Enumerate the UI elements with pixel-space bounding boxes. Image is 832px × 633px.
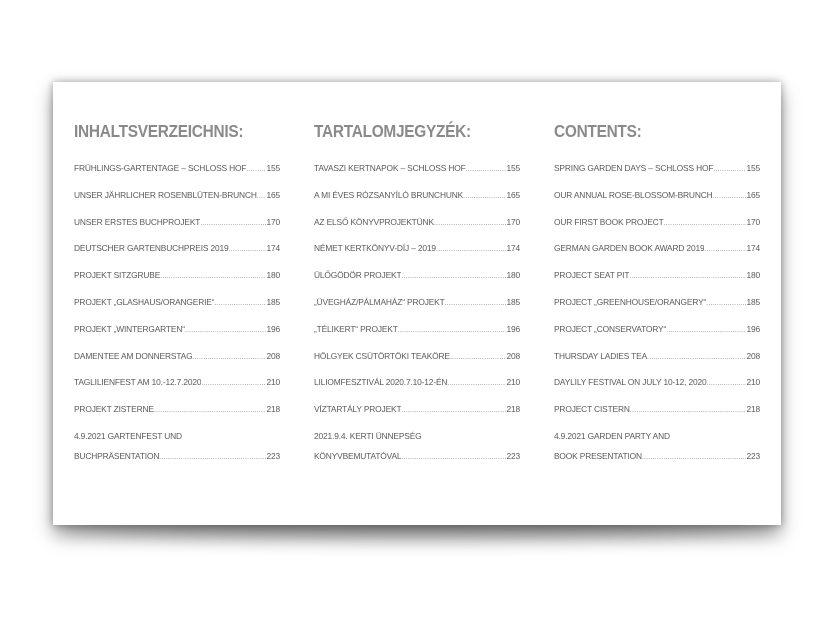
toc-entry-page-number: 223 [506,450,520,461]
toc-entry [74,296,280,323]
toc-entry-title: PROJEKT „WINTERGARTEN“ [74,323,185,334]
toc-entry [554,189,760,216]
toc-entry [74,269,280,296]
toc-dot-leader [704,244,746,256]
toc-dot-leader [192,352,266,364]
toc-heading-german: INHALTSVERZEICHNIS: [74,121,244,141]
toc-entry-title-line1: 2021.9.4. KERTI ÜNNEPSÉG [314,430,422,441]
toc-entry [74,323,280,350]
toc-entry [554,350,760,377]
toc-entry [554,242,760,269]
toc-entry-title: PROJEKT „GLASHAUS/ORANGERIE“ [74,296,215,307]
toc-entry-title: PROJECT CISTERN [554,404,630,415]
toc-heading-english: CONTENTS: [554,121,642,141]
toc-dot-leader [664,218,747,230]
toc-entry-title: ÜLŐGÖDÖR PROJEKT [314,270,402,281]
toc-entry-page-number: 155 [746,163,760,173]
toc-entry [314,216,520,243]
toc-dot-leader [713,191,747,203]
toc-entry-title: SPRING GARDEN DAYS – SCHLOSS HOF [554,163,714,173]
toc-entry-page-number: 210 [506,377,520,388]
toc-entry-title: NÉMET KERTKÖNYV-DÍJ – 2019 [314,243,436,254]
toc-entry [554,216,760,243]
toc-entry-page-number: 208 [266,350,280,361]
toc-entry-title: PROJECT „CONSERVATORY“ [554,323,667,334]
toc-entry-page-number: 196 [266,323,280,334]
toc-entry [314,403,520,430]
toc-entry [554,296,760,323]
toc-entry [314,430,520,470]
toc-entry-page-number: 170 [506,216,520,227]
toc-dot-leader [466,164,507,176]
toc-entry [314,323,520,350]
toc-entry-title: UNSER ERSTES BUCHPROJEKT [74,216,201,227]
toc-entry-page-number: 223 [746,450,760,461]
toc-entry [314,296,520,323]
toc-dot-leader [200,218,266,230]
toc-entry-title: VÍZTARTÁLY PROJEKT [314,404,402,415]
toc-entry-title: BUCHPRÄSENTATION [74,450,160,461]
toc-entry-line2 [554,450,760,464]
toc-dot-leader [214,298,266,310]
toc-entry [314,189,520,216]
toc-entry [74,430,280,470]
toc-entry [314,350,520,377]
toc-entry-page-number: 185 [746,296,760,307]
toc-dot-leader [434,218,507,230]
toc-dot-leader [630,405,747,417]
toc-dot-leader [445,298,507,310]
toc-dot-leader [401,405,506,417]
toc-list-english [554,162,760,470]
toc-dot-leader [257,191,267,203]
toc-column-german [74,120,280,461]
toc-entry-title-line1: 4.9.2021 GARTENFEST UND [74,430,182,441]
toc-dot-leader [154,405,267,417]
toc-entry-page-number: 196 [746,323,760,334]
toc-entry [74,162,280,189]
toc-dot-leader [436,244,507,256]
toc-entry-title: AZ ELSŐ KÖNYVPROJEKTÜNK [314,216,434,227]
toc-entry-page-number: 170 [746,216,760,227]
toc-entry [314,269,520,296]
toc-entry-line2 [74,450,280,464]
toc-entry-page-number: 180 [506,270,520,281]
toc-column-english [554,120,760,461]
toc-entry-page-number: 174 [506,243,520,254]
toc-dot-leader [629,271,746,283]
toc-entry-page-number: 218 [746,404,760,415]
toc-entry-title: KÖNYVBEMUTATÓVAL [314,450,402,461]
toc-dot-leader [447,378,506,390]
toc-entry-title: PROJEKT ZISTERNE [74,404,154,415]
toc-entry-page-number: 155 [506,163,520,173]
toc-column-hungarian [314,120,520,461]
toc-dot-leader [707,378,747,390]
toc-entry [74,350,280,377]
toc-entry-page-number: 180 [266,270,280,281]
toc-entry-page-number: 185 [506,296,520,307]
toc-entry [74,403,280,430]
toc-entry-page-number: 165 [266,189,280,200]
toc-entry-page-number: 174 [266,243,280,254]
toc-entry-page-number: 208 [506,350,520,361]
toc-dot-leader [229,244,267,256]
toc-entry-page-number: 196 [506,323,520,334]
toc-dot-leader [201,378,266,390]
toc-entry-title: PROJEKT SITZGRUBE [74,270,161,281]
toc-list-hungarian [314,162,520,470]
toc-dot-leader [706,298,746,310]
toc-entry-title: „ÜVEGHÁZ/PÁLMAHÁZ“ PROJEKT [314,296,445,307]
toc-entry-title: UNSER JÄHRLICHER ROSENBLÜTEN-BRUNCH [74,189,257,200]
toc-entry-title: LILIOMFESZTIVÁL 2020.7.10-12-ÉN [314,377,448,388]
toc-page [53,82,781,525]
toc-entry [554,430,760,470]
toc-dot-leader [398,325,507,337]
toc-entry [74,376,280,403]
toc-entry-title: OUR FIRST BOOK PROJECT [554,216,664,227]
toc-entry-title: HÖLGYEK CSÜTÖRTÖKI TEAKÖRE [314,350,450,361]
toc-entry-page-number: 165 [506,189,520,200]
toc-entry-title: FRÜHLINGS-GARTENTAGE – SCHLOSS HOF [74,163,247,173]
toc-entry-page-number: 170 [266,216,280,227]
toc-entry-page-number: 218 [266,404,280,415]
toc-entry [74,216,280,243]
toc-dot-leader [185,325,267,337]
toc-entry-page-number: 218 [506,404,520,415]
toc-dot-leader [642,452,747,464]
toc-entry-page-number: 180 [746,270,760,281]
toc-entry-title: DEUTSCHER GARTENBUCHPREIS 2019 [74,243,229,254]
toc-entry-title: A MI ÉVES RÓZSANYÍLÓ BRUNCHUNK [314,189,464,200]
toc-entry-title: OUR ANNUAL ROSE-BLOSSOM-BRUNCH [554,189,713,200]
toc-heading-hungarian: TARTALOMJEGYZÉK: [314,121,471,141]
toc-entry [554,403,760,430]
toc-entry [74,189,280,216]
toc-entry-title: DAYLILY FESTIVAL ON JULY 10-12, 2020 [554,377,707,388]
toc-entry-title: PROJECT SEAT PIT [554,270,630,281]
toc-dot-leader [463,191,506,203]
toc-entry-page-number: 210 [266,377,280,388]
toc-entry [74,242,280,269]
toc-entry [314,376,520,403]
toc-entry-page-number: 223 [266,450,280,461]
toc-dot-leader [666,325,746,337]
toc-dot-leader [159,452,266,464]
toc-dot-leader [647,352,746,364]
toc-entry [554,269,760,296]
toc-dot-leader [713,164,746,176]
toc-entry [554,323,760,350]
toc-entry-page-number: 155 [266,163,280,173]
toc-entry-title: THURSDAY LADIES TEA [554,350,648,361]
toc-entry-title: „TÉLIKERT“ PROJEKT [314,323,398,334]
toc-entry-title: DAMENTEE AM DONNERSTAG [74,350,193,361]
toc-dot-leader [246,164,266,176]
toc-dot-leader [401,271,506,283]
toc-dot-leader [160,271,266,283]
toc-dot-leader [450,352,507,364]
toc-entry-title: TAVASZI KERTNAPOK – SCHLOSS HOF [314,163,466,173]
toc-entry-title: BOOK PRESENTATION [554,450,642,461]
toc-entry-line2 [314,450,520,464]
toc-entry [554,162,760,189]
toc-entry-title: GERMAN GARDEN BOOK AWARD 2019 [554,243,705,254]
toc-entry [314,162,520,189]
toc-entry [554,376,760,403]
toc-list-german [74,162,280,470]
toc-entry-title: TAGLILIENFEST AM 10.-12.7.2020 [74,377,202,388]
toc-entry-title: PROJECT „GREENHOUSE/ORANGERY“ [554,296,707,307]
toc-entry-page-number: 208 [746,350,760,361]
toc-entry-title-line1: 4.9.2021 GARDEN PARTY AND [554,430,670,441]
toc-entry-page-number: 185 [266,296,280,307]
toc-entry [314,242,520,269]
toc-entry-page-number: 210 [746,377,760,388]
toc-dot-leader [401,452,506,464]
toc-entry-page-number: 174 [746,243,760,254]
toc-entry-page-number: 165 [746,189,760,200]
